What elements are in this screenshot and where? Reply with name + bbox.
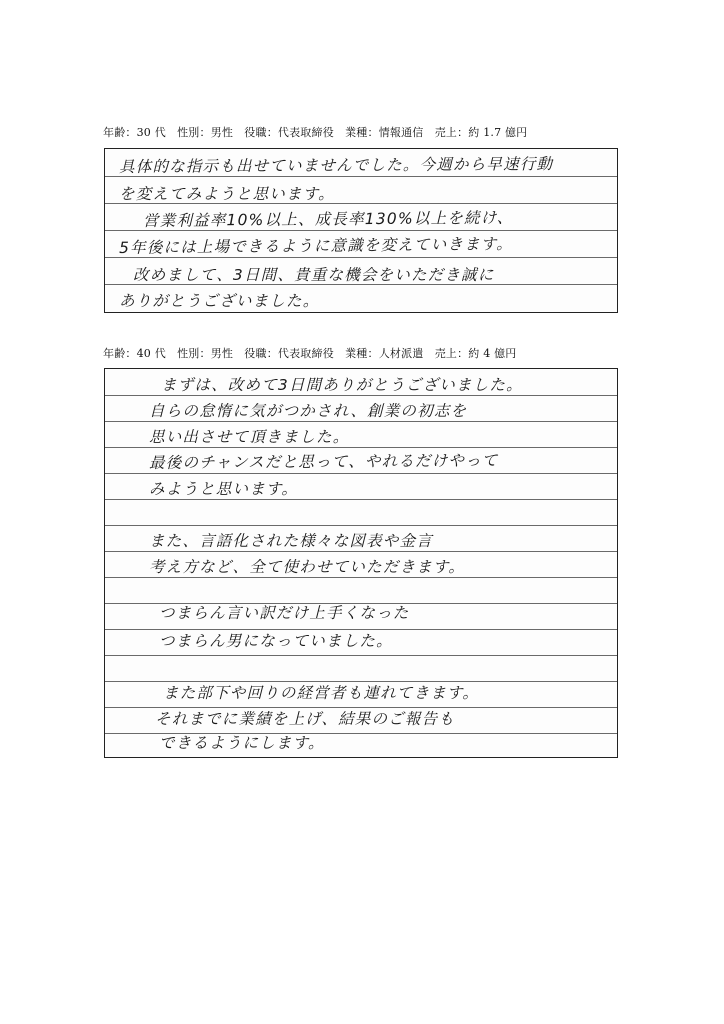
handwritten-line: また、言語化された様々な図表や金言 [149, 532, 433, 550]
ruled-line [105, 421, 617, 422]
handwritten-line: 最後のチャンスだと思って、やれるだけやって [148, 451, 499, 472]
handwritten-line: 営業利益率10%以上、成長率130%以上を続け、 [142, 208, 514, 230]
ruled-line [105, 395, 617, 396]
handwritten-line: まずは、改めて3日間ありがとうございました。 [161, 376, 523, 394]
handwritten-line: つまらん男になっていました。 [159, 632, 393, 650]
ruled-line [105, 473, 617, 474]
ruled-line [105, 551, 617, 552]
ruled-line [105, 499, 617, 500]
handwritten-line: 改めまして、3日間、貴重な機会をいただき誠に [133, 266, 495, 284]
handwritten-line: つまらん言い訳だけ上手くなった [159, 604, 410, 622]
handwritten-line: 思い出させて頂きました。 [149, 428, 350, 446]
handwritten-line: ありがとうございました。 [119, 292, 320, 310]
handwritten-line: 考え方など、全て使わせていただきます。 [149, 558, 466, 576]
handwritten-line: 自らの怠惰に気がつかされ、創業の初志を [149, 402, 468, 420]
handwritten-line: 具体的な指示も出せていませんでした。今週から早速行動 [118, 154, 554, 176]
respondent-info-header: 年齢：30 代 性別：男性 役職：代表取締役 業種：情報通信 売上：約 1.7 億円 [103, 126, 528, 139]
handwritten-comment-sheet [104, 368, 618, 758]
handwritten-line: できるようにします。 [159, 734, 325, 752]
handwritten-line: また部下や回りの経営者も連れてきます。 [163, 684, 480, 702]
handwritten-line: 5年後には上場できるように意識を変えていきます。 [118, 234, 514, 257]
ruled-line [105, 577, 617, 578]
handwritten-line: を変えてみようと思います。 [119, 185, 335, 203]
handwritten-comment-sheet [104, 148, 618, 313]
handwritten-line: それまでに業績を上げ、結果のご報告も [155, 710, 455, 728]
ruled-line [105, 655, 617, 656]
handwritten-line: みようと思います。 [149, 480, 299, 498]
ruled-line [105, 525, 617, 526]
respondent-info-header: 年齢：40 代 性別：男性 役職：代表取締役 業種：人材派遣 売上：約 4 億円 [103, 347, 517, 360]
